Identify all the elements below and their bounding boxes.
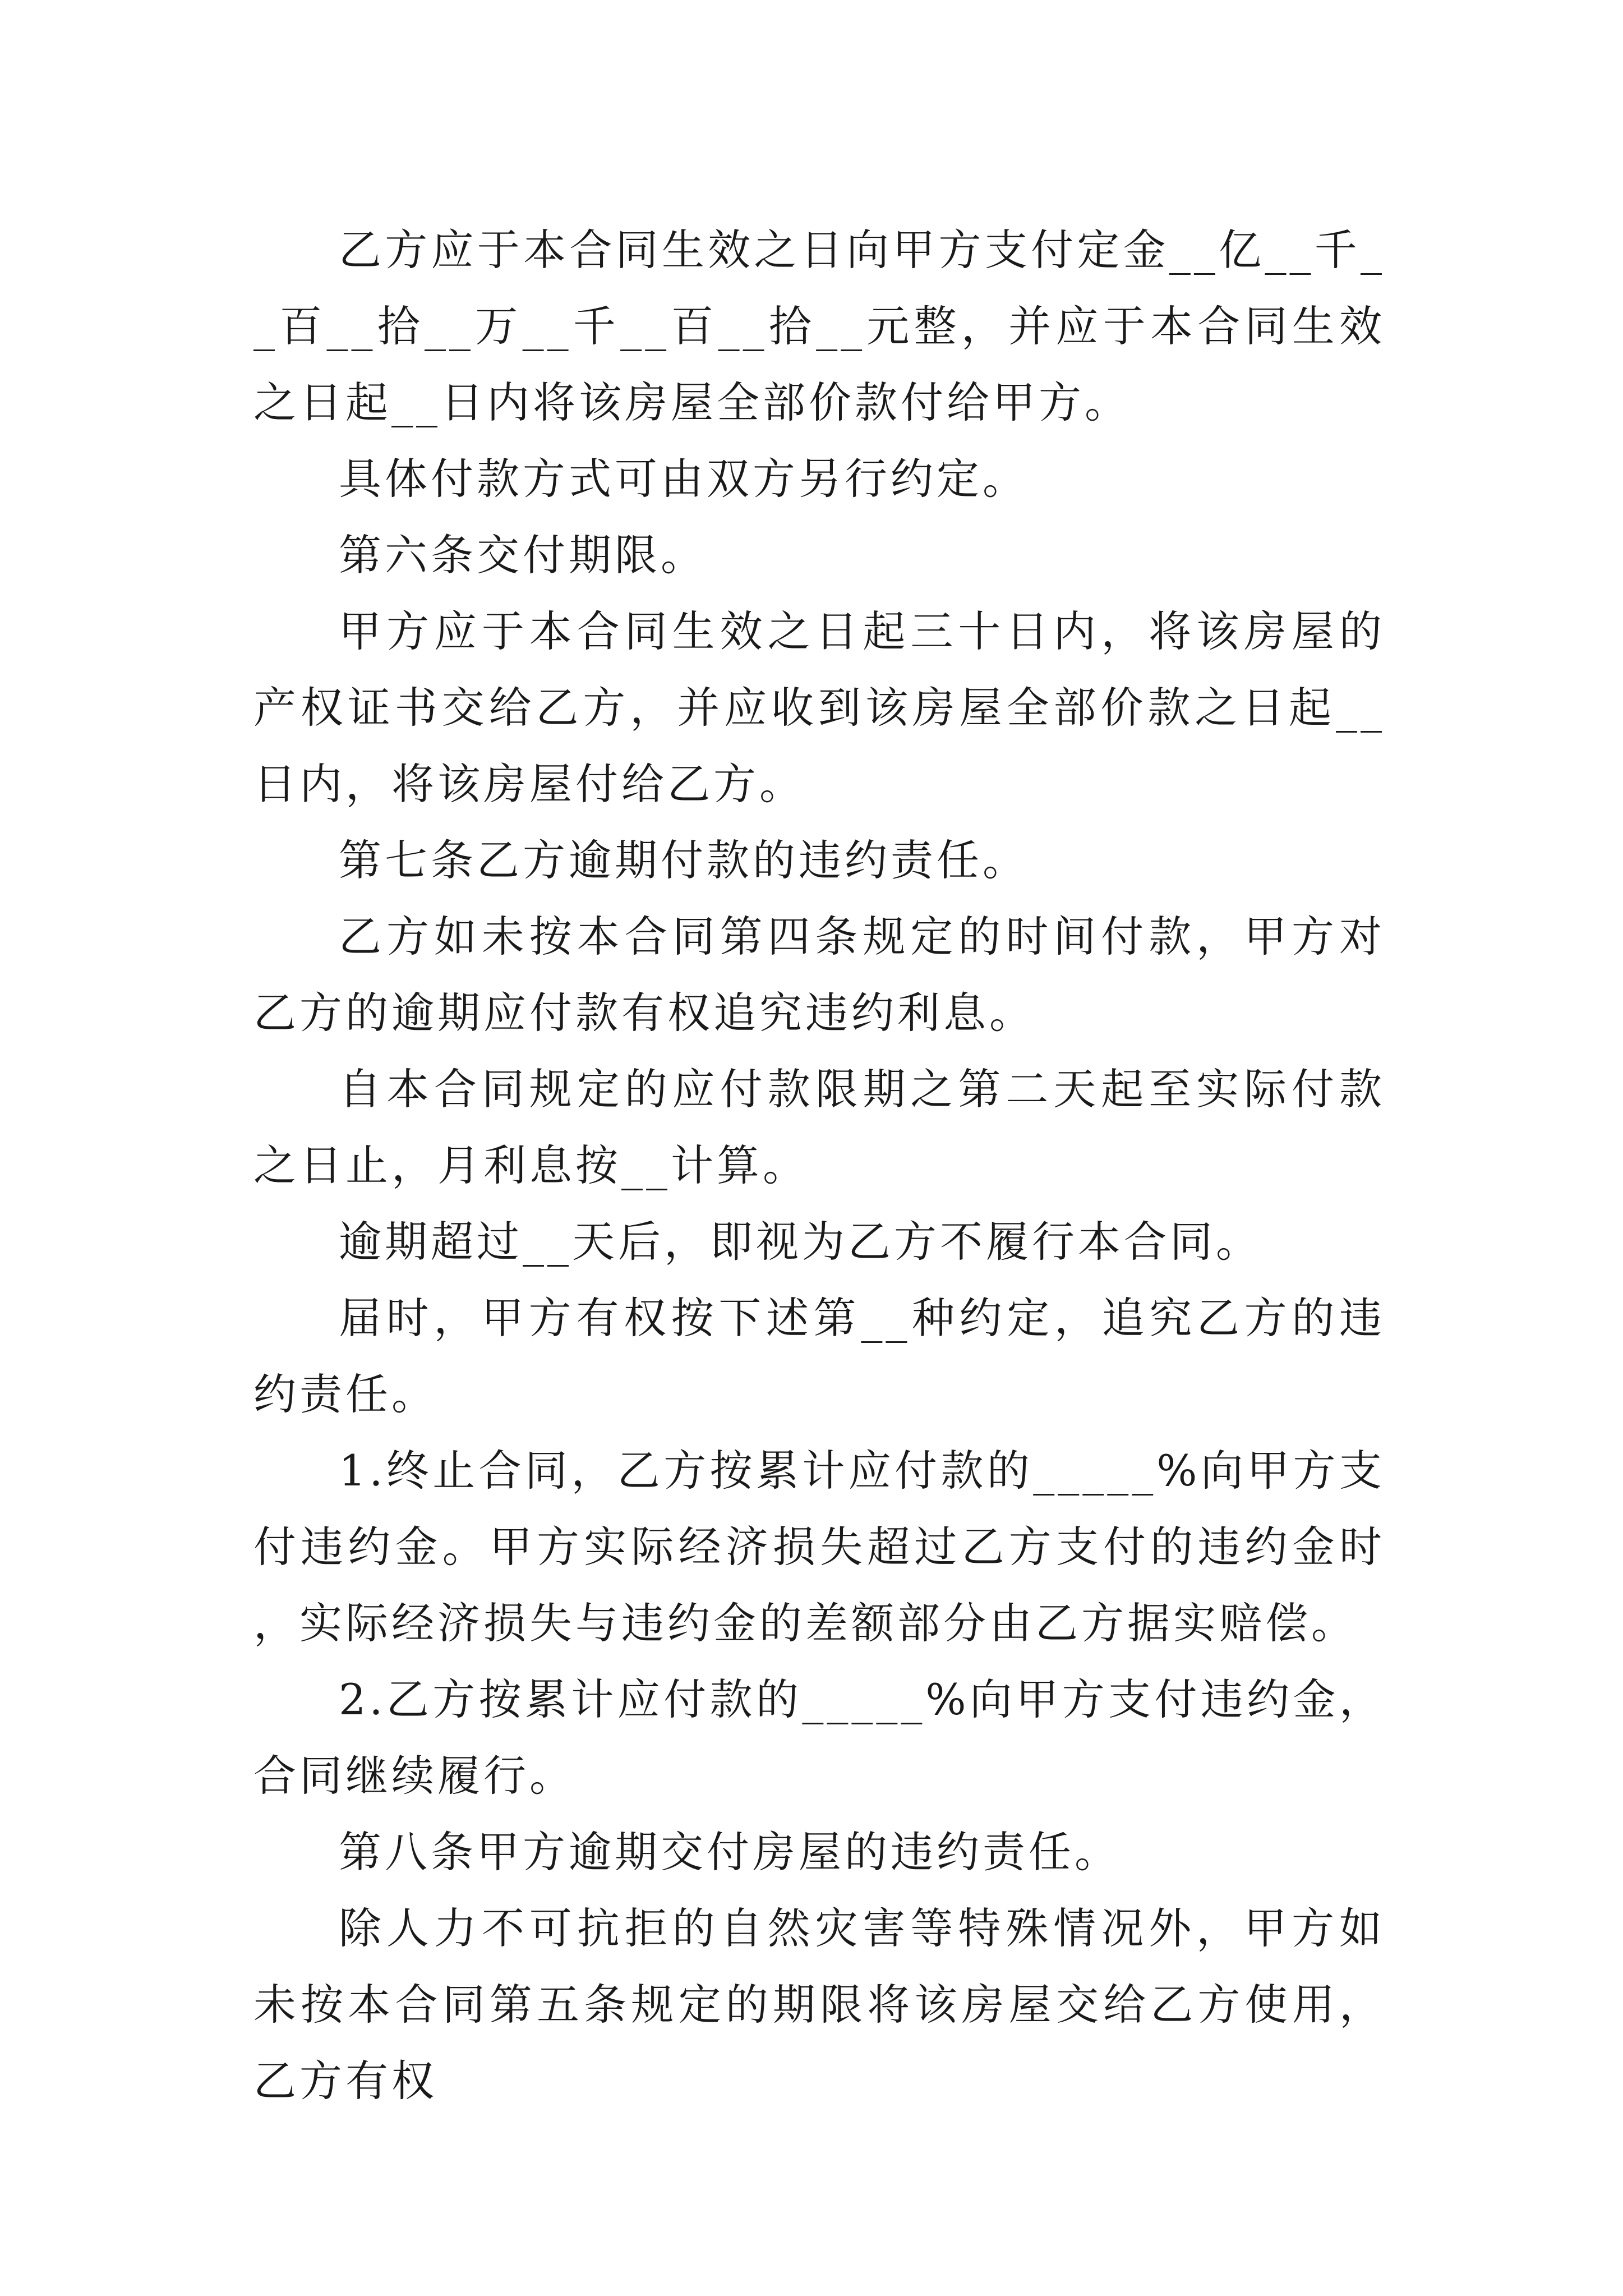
paragraph-delivery-terms: 甲方应于本合同生效之日起三十日内，将该房屋的产权证书交给乙方，并应收到该房屋全部价款之日起__日内，将该房屋付给乙方。 — [253, 606, 1385, 809]
paragraph-option-1: 1.终止合同，乙方按累计应付款的_____%向甲方支付违约金。甲方实际经济损失超过乙方支付的违约金时，实际经济损失与违约金的差额部分由乙方据实赔偿。 — [253, 1446, 1385, 1648]
heading-article-7: 第七条乙方逾期付款的违约责任。 — [339, 835, 1029, 885]
paragraph-late-delivery: 除人力不可抗拒的自然灾害等特殊情况外，甲方如未按本合同第五条规定的期限将该房屋交给乙方使用，乙方有权 — [253, 1903, 1385, 2106]
paragraph-late-payment: 乙方如未按本合同第四条规定的时间付款，甲方对乙方的逾期应付款有权追究违约利息。 — [253, 912, 1385, 1038]
heading-article-6: 第六条交付期限。 — [339, 530, 707, 580]
paragraph-deposit-payment: 乙方应于本合同生效之日向甲方支付定金__亿__千__百__拾__万__千__百__拾__元整，并应于本合同生效之日起__日内将该房屋全部价款付给甲方。 — [253, 225, 1385, 427]
document-body — [253, 212, 1385, 2119]
heading-article-8: 第八条甲方逾期交付房屋的违约责任。 — [339, 1827, 1121, 1877]
paragraph-payment-method: 具体付款方式可由双方另行约定。 — [339, 454, 1029, 504]
paragraph-overdue-days: 逾期超过__天后，即视为乙方不履行本合同。 — [339, 1217, 1262, 1267]
paragraph-interest: 自本合同规定的应付款限期之第二天起至实际付款之日止，月利息按__计算。 — [253, 1064, 1385, 1190]
paragraph-liability-option: 届时，甲方有权按下述第__种约定，追究乙方的违约责任。 — [253, 1293, 1385, 1419]
paragraph-option-2: 2.乙方按累计应付款的_____%向甲方支付违约金，合同继续履行。 — [253, 1674, 1385, 1801]
